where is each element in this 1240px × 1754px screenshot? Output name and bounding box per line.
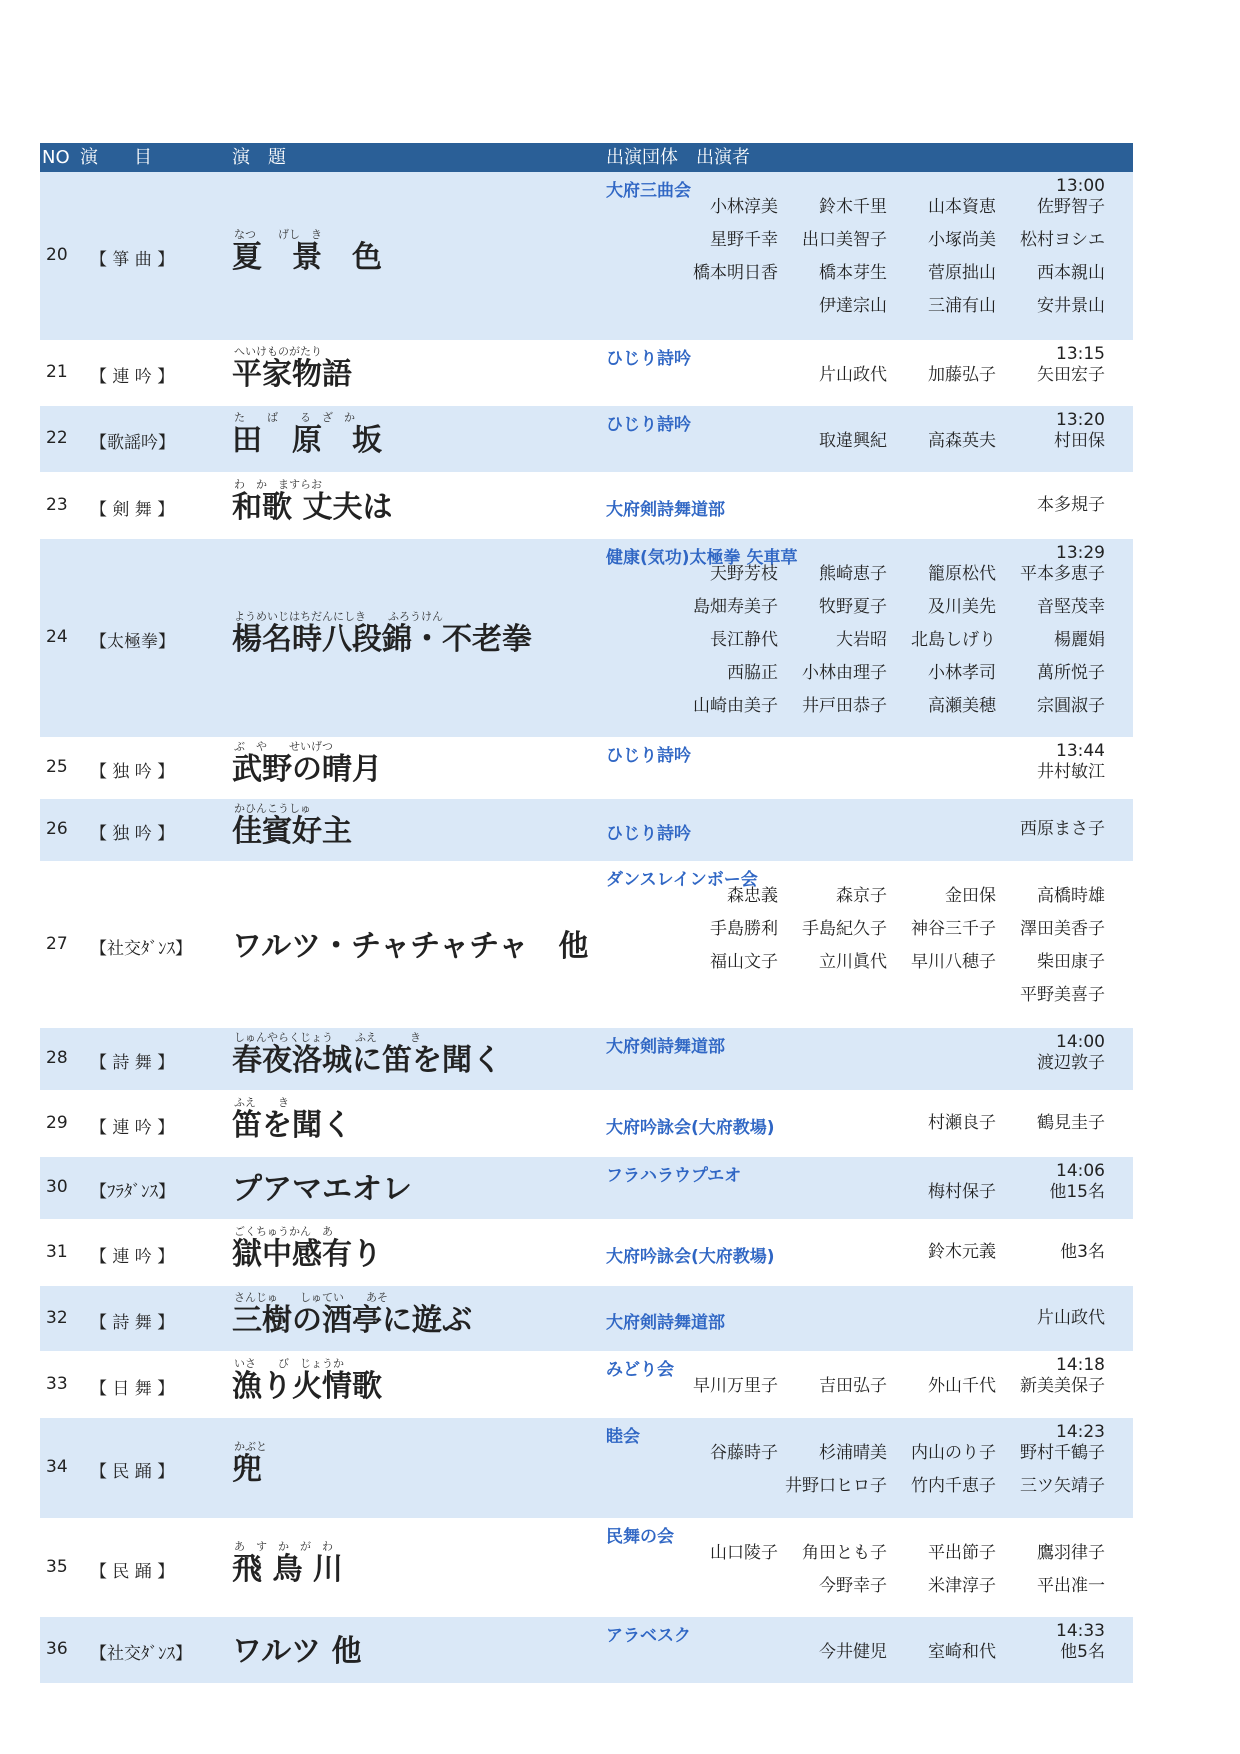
table-row xyxy=(40,472,1133,539)
row-genre: 【 民 踊 】 xyxy=(90,1462,175,1482)
table-row xyxy=(40,1157,1133,1219)
title-ruby: なつ げし き xyxy=(234,228,322,241)
performer-name xyxy=(669,813,778,846)
row-number: 25 xyxy=(46,757,68,777)
performer-name: 本多規子 xyxy=(1037,494,1105,515)
performer-name: 宗圓淑子 xyxy=(1037,696,1105,716)
performer-name xyxy=(669,979,778,1012)
performer-name: 柴田康子 xyxy=(1037,952,1105,972)
performer-name: 谷藤時子 xyxy=(710,1443,778,1463)
row-number: 31 xyxy=(46,1241,68,1262)
row-title: 飛 鳥 川 xyxy=(232,1551,343,1587)
performer-name xyxy=(887,813,996,846)
performer-list xyxy=(669,1537,1105,1603)
table-row xyxy=(40,799,1133,861)
performer-line xyxy=(669,880,1105,913)
performer-name: 平本多恵子 xyxy=(1020,564,1105,584)
row-number: 29 xyxy=(46,1112,68,1133)
row-genre: 【 独 吟 】 xyxy=(90,824,175,844)
performer-list xyxy=(669,425,1105,458)
performer-name: 早川八穂子 xyxy=(911,952,996,972)
performer-line xyxy=(669,1236,1105,1269)
performer-list xyxy=(669,1636,1105,1669)
performer-list xyxy=(669,1107,1105,1140)
table-row xyxy=(40,539,1133,737)
row-genre: 【太極拳】 xyxy=(90,632,175,652)
performer-name: 早川万里子 xyxy=(693,1376,778,1396)
row-number: 20 xyxy=(46,245,68,265)
title-ruby: しゅんやらくじょう ふえ き xyxy=(234,1031,421,1044)
performer-list xyxy=(669,191,1105,323)
row-time: 13:44 xyxy=(1056,741,1105,761)
performer-line xyxy=(669,624,1105,657)
performer-name xyxy=(669,1570,778,1603)
performer-list xyxy=(669,1370,1105,1403)
performer-name: 天野芳枝 xyxy=(710,564,778,584)
performer-name xyxy=(669,359,778,392)
performer-list xyxy=(669,813,1105,846)
performer-list xyxy=(669,359,1105,392)
performer-name: 森忠義 xyxy=(727,886,778,906)
table-row xyxy=(40,737,1133,799)
header-group: 出演団体 出演者 xyxy=(606,147,750,168)
performer-name: 平出准一 xyxy=(1037,1576,1105,1596)
performer-line xyxy=(669,1470,1105,1503)
performer-name: 澤田美香子 xyxy=(1020,919,1105,939)
performer-name: 熊崎恵子 xyxy=(819,564,887,584)
performer-name xyxy=(887,979,996,1012)
row-number: 21 xyxy=(46,362,68,382)
table-row xyxy=(40,1219,1133,1286)
row-number: 22 xyxy=(46,428,68,448)
row-genre: 【ﾌﾗﾀﾞﾝｽ】 xyxy=(90,1182,175,1202)
row-number: 30 xyxy=(46,1177,68,1197)
title-ruby: ようめいじはちだんにしき ふろうけん xyxy=(234,610,443,623)
row-group: アラベスク xyxy=(606,1626,691,1646)
performer-line xyxy=(669,1107,1105,1140)
performer-name: 北島しげり xyxy=(911,630,996,650)
title-ruby: ぶ や せいげつ xyxy=(234,740,333,753)
performer-name: 及川美先 xyxy=(928,597,996,617)
row-title: 楊名時八段錦・不老拳 xyxy=(232,622,532,657)
table-row xyxy=(40,1617,1133,1683)
performer-line xyxy=(669,425,1105,458)
performer-name: 金田保 xyxy=(945,886,996,906)
title-ruby: ふえ き xyxy=(234,1095,289,1109)
row-group: みどり会 xyxy=(606,1360,674,1380)
performer-name: 鷹羽律子 xyxy=(1037,1543,1105,1563)
performer-list xyxy=(669,1236,1105,1269)
performer-name: 外山千代 xyxy=(928,1376,996,1396)
row-title: ワルツ 他 xyxy=(232,1634,362,1669)
performer-name xyxy=(778,1302,887,1335)
performer-name: 今井健児 xyxy=(819,1642,887,1662)
title-ruby: た ば る ざ か xyxy=(234,411,355,424)
performer-name: 鈴木元義 xyxy=(928,1241,996,1262)
performer-name: 野村千鶴子 xyxy=(1020,1443,1105,1463)
row-title: ワルツ・チャチャチャ 他 xyxy=(232,928,589,964)
row-genre: 【 詩 舞 】 xyxy=(90,1312,175,1333)
performer-name: 井野口ヒロ子 xyxy=(785,1476,887,1496)
table-row xyxy=(40,1090,1133,1157)
performer-name: 新美美保子 xyxy=(1020,1376,1105,1396)
row-number: 32 xyxy=(46,1307,68,1328)
performer-name: 高森英夫 xyxy=(928,431,996,451)
table-row xyxy=(40,1518,1133,1617)
performer-name: 三ツ矢靖子 xyxy=(1020,1476,1105,1496)
row-group: 大府剣詩舞道部 xyxy=(606,1037,725,1057)
performer-name: 橋本芽生 xyxy=(819,263,887,283)
header-title: 演 題 xyxy=(232,147,286,168)
row-time: 13:00 xyxy=(1056,176,1105,196)
performer-name: 角田とも子 xyxy=(802,1543,887,1563)
performer-name xyxy=(669,756,778,789)
row-time: 14:06 xyxy=(1056,1161,1105,1181)
row-time: 13:15 xyxy=(1056,344,1105,364)
row-time: 14:33 xyxy=(1056,1621,1105,1641)
row-genre: 【 剣 舞 】 xyxy=(90,499,175,520)
performer-name: 他3名 xyxy=(1060,1241,1105,1262)
performer-name: 安井景山 xyxy=(1037,296,1105,316)
row-title: 三樹の酒亭に遊ぶ xyxy=(232,1302,472,1338)
performer-name xyxy=(669,489,778,522)
performer-name: 楊麗娟 xyxy=(1054,630,1105,650)
performer-name: 他15名 xyxy=(1049,1182,1105,1202)
performer-line xyxy=(669,913,1105,946)
row-group: 大府吟詠会(大府教場) xyxy=(606,1246,775,1267)
row-genre: 【 民 踊 】 xyxy=(90,1561,175,1582)
row-time: 13:20 xyxy=(1056,410,1105,430)
row-group: ひじり詩吟 xyxy=(606,746,691,766)
performer-line xyxy=(669,1570,1105,1603)
performer-name: 梅村保子 xyxy=(928,1182,996,1202)
performer-name: 手島勝利 xyxy=(710,919,778,939)
performer-name: 渡辺敦子 xyxy=(1037,1053,1105,1073)
row-title: 平家物語 xyxy=(232,357,352,392)
performer-line xyxy=(669,1636,1105,1669)
performer-name: 星野千幸 xyxy=(710,230,778,250)
row-title: プアマエオレ xyxy=(232,1172,412,1207)
performer-name: 小塚尚美 xyxy=(928,230,996,250)
performer-name xyxy=(778,1236,887,1269)
performer-name: 鶴見圭子 xyxy=(1037,1112,1105,1133)
performer-name: 西本親山 xyxy=(1037,263,1105,283)
performer-name: 島畑寿美子 xyxy=(693,597,778,617)
performer-name: 橋本明日香 xyxy=(693,263,778,283)
performer-name xyxy=(778,489,887,522)
performer-name: 山崎由美子 xyxy=(693,696,778,716)
performer-name xyxy=(669,1236,778,1269)
performer-name xyxy=(778,813,887,846)
performer-name: 山口陵子 xyxy=(710,1543,778,1563)
performer-name: 米津淳子 xyxy=(928,1576,996,1596)
performer-name: 片山政代 xyxy=(819,365,887,385)
performer-name xyxy=(887,489,996,522)
performer-name: 大岩昭 xyxy=(836,630,887,650)
table-row xyxy=(40,1418,1133,1518)
row-title: 武野の晴月 xyxy=(232,752,382,787)
row-title: 笛を聞く xyxy=(232,1107,352,1143)
performer-line xyxy=(669,191,1105,224)
performer-name: 立川眞代 xyxy=(819,952,887,972)
performer-name: 平出節子 xyxy=(928,1543,996,1563)
performer-name: 村田保 xyxy=(1054,431,1105,451)
title-ruby: あ す か が わ xyxy=(234,1539,333,1553)
row-number: 33 xyxy=(46,1373,68,1394)
row-group: 健康(気功)太極拳 矢車草 xyxy=(606,548,798,568)
performer-line xyxy=(669,657,1105,690)
performer-name: 山本資恵 xyxy=(928,197,996,217)
performer-name: 今野幸子 xyxy=(819,1576,887,1596)
row-number: 24 xyxy=(46,627,68,647)
performer-list xyxy=(669,1176,1105,1209)
table-row xyxy=(40,861,1133,1028)
performer-name: 高瀬美穂 xyxy=(928,696,996,716)
row-title: 春夜洛城に笛を聞く xyxy=(232,1043,502,1078)
performer-name xyxy=(669,1176,778,1209)
title-ruby: かひんこうしゅ xyxy=(234,802,311,815)
row-genre: 【 連 吟 】 xyxy=(90,1117,175,1138)
performer-line xyxy=(669,1437,1105,1470)
performer-name: 菅原拙山 xyxy=(928,263,996,283)
program-table xyxy=(40,143,1133,1683)
table-row xyxy=(40,1286,1133,1351)
title-ruby: へいけものがたり xyxy=(234,345,322,358)
row-genre: 【 連 吟 】 xyxy=(90,1246,175,1267)
performer-line xyxy=(669,1047,1105,1080)
performer-name: 萬所悦子 xyxy=(1037,663,1105,683)
performer-name: 杉浦晴美 xyxy=(819,1443,887,1463)
row-genre: 【社交ﾀﾞﾝｽ】 xyxy=(90,1644,192,1664)
table-row xyxy=(40,1351,1133,1418)
row-genre: 【 独 吟 】 xyxy=(90,762,175,782)
performer-name: 牧野夏子 xyxy=(819,597,887,617)
row-title: 兜 xyxy=(232,1452,262,1487)
performer-name: 取違興紀 xyxy=(819,431,887,451)
performer-line xyxy=(669,591,1105,624)
title-ruby: いさ び じょうか xyxy=(234,1356,344,1370)
header-genre: 演 目 xyxy=(80,147,152,168)
performer-name: 西脇正 xyxy=(727,663,778,683)
title-ruby: ごくちゅうかん あ xyxy=(234,1224,333,1238)
row-genre: 【 詩 舞 】 xyxy=(90,1053,175,1073)
row-group: 大府剣詩舞道部 xyxy=(606,1312,725,1333)
performer-name: 籠原松代 xyxy=(928,564,996,584)
row-group: ひじり詩吟 xyxy=(606,349,691,369)
row-group: ひじり詩吟 xyxy=(606,824,691,844)
performer-line xyxy=(669,558,1105,591)
performer-name: 井村敏江 xyxy=(1037,762,1105,782)
table-row xyxy=(40,406,1133,472)
performer-name: 小林淳美 xyxy=(710,197,778,217)
performer-name xyxy=(778,1107,887,1140)
row-time: 14:18 xyxy=(1056,1355,1105,1375)
performer-list xyxy=(669,1047,1105,1080)
performer-list xyxy=(669,489,1105,522)
title-ruby: わ か ますらお xyxy=(234,477,322,491)
row-group: ひじり詩吟 xyxy=(606,415,691,435)
performer-name: 手島紀久子 xyxy=(802,919,887,939)
performer-line xyxy=(669,813,1105,846)
row-group: 大府吟詠会(大府教場) xyxy=(606,1117,775,1138)
performer-name: 出口美智子 xyxy=(802,230,887,250)
performer-name: 小林孝司 xyxy=(928,663,996,683)
performer-name: 三浦有山 xyxy=(928,296,996,316)
performer-list xyxy=(669,880,1105,1012)
row-genre: 【 連 吟 】 xyxy=(90,367,175,387)
performer-name xyxy=(887,1302,996,1335)
performer-name: 内山のり子 xyxy=(911,1443,996,1463)
performer-name: 福山文子 xyxy=(710,952,778,972)
performer-line xyxy=(669,1537,1105,1570)
performer-name: 井戸田恭子 xyxy=(802,696,887,716)
program-rows xyxy=(40,172,1133,1683)
performer-name: 他5名 xyxy=(1060,1642,1105,1662)
title-ruby: さんじゅ しゅてい あそ xyxy=(234,1290,388,1304)
performer-name xyxy=(669,1636,778,1669)
performer-list xyxy=(669,756,1105,789)
performer-name: 小林由理子 xyxy=(802,663,887,683)
performer-name: 鈴木千里 xyxy=(819,197,887,217)
performer-name: 伊達宗山 xyxy=(819,296,887,316)
row-group: 大府剣詩舞道部 xyxy=(606,499,725,520)
performer-line xyxy=(669,1176,1105,1209)
row-group: 睦会 xyxy=(606,1427,640,1447)
performer-name: 長江静代 xyxy=(710,630,778,650)
performer-name: 竹内千恵子 xyxy=(911,1476,996,1496)
performer-line xyxy=(669,489,1105,522)
row-number: 26 xyxy=(46,819,68,839)
row-time: 13:29 xyxy=(1056,543,1105,563)
performer-name: 吉田弘子 xyxy=(819,1376,887,1396)
row-title: 和歌 丈夫は xyxy=(232,489,393,525)
row-title: 田 原 坂 xyxy=(232,423,382,458)
performer-name: 森京子 xyxy=(836,886,887,906)
table-row xyxy=(40,172,1133,340)
performer-name: 加藤弘子 xyxy=(928,365,996,385)
performer-line xyxy=(669,359,1105,392)
performer-line xyxy=(669,1370,1105,1403)
performer-line xyxy=(669,946,1105,979)
performer-name xyxy=(778,756,887,789)
performer-name xyxy=(669,425,778,458)
performer-name xyxy=(669,1107,778,1140)
performer-list xyxy=(669,1302,1105,1335)
performer-name: 矢田宏子 xyxy=(1037,365,1105,385)
row-time: 14:23 xyxy=(1056,1422,1105,1442)
performer-line xyxy=(669,1302,1105,1335)
title-ruby: かぶと xyxy=(234,1440,267,1453)
performer-name xyxy=(887,1047,996,1080)
performer-list xyxy=(669,1437,1105,1503)
performer-name: 佐野智子 xyxy=(1037,197,1105,217)
row-title: 漁り火情歌 xyxy=(232,1368,382,1404)
row-number: 34 xyxy=(46,1457,68,1477)
row-number: 28 xyxy=(46,1048,68,1068)
performer-line xyxy=(669,290,1105,323)
performer-name xyxy=(669,1470,778,1503)
performer-line xyxy=(669,224,1105,257)
row-group: 民舞の会 xyxy=(606,1527,674,1547)
performer-name xyxy=(669,290,778,323)
row-number: 23 xyxy=(46,494,68,515)
row-number: 36 xyxy=(46,1639,68,1659)
row-number: 27 xyxy=(46,933,68,954)
table-row xyxy=(40,340,1133,406)
row-group: ダンスレインボー会 xyxy=(606,870,758,890)
row-group: 大府三曲会 xyxy=(606,181,691,201)
performer-name: 神谷三千子 xyxy=(911,919,996,939)
performer-name: 西原まさ子 xyxy=(1020,819,1105,839)
performer-name xyxy=(887,756,996,789)
performer-line xyxy=(669,756,1105,789)
row-title: 佳賓好主 xyxy=(232,814,352,849)
row-genre: 【社交ﾀﾞﾝｽ】 xyxy=(90,938,192,959)
row-title: 夏 景 色 xyxy=(232,240,382,275)
performer-name: 音堅茂幸 xyxy=(1037,597,1105,617)
row-genre: 【 日 舞 】 xyxy=(90,1378,175,1399)
performer-name: 室崎和代 xyxy=(928,1642,996,1662)
performer-name: 片山政代 xyxy=(1037,1307,1105,1328)
performer-name: 高橋時雄 xyxy=(1037,886,1105,906)
performer-name xyxy=(778,1176,887,1209)
performer-line xyxy=(669,690,1105,723)
performer-line xyxy=(669,979,1105,1012)
row-group: フラハラウプエオ xyxy=(606,1166,742,1186)
row-genre: 【歌謡吟】 xyxy=(90,433,175,453)
performer-line xyxy=(669,257,1105,290)
performer-name xyxy=(669,1302,778,1335)
performer-name: 村瀬良子 xyxy=(928,1112,996,1133)
table-header xyxy=(40,143,1133,172)
performer-name: 松村ヨシエ xyxy=(1020,230,1105,250)
row-number: 35 xyxy=(46,1556,68,1577)
performer-name xyxy=(778,1047,887,1080)
performer-name xyxy=(669,1047,778,1080)
performer-list xyxy=(669,558,1105,723)
header-no: NO xyxy=(42,147,70,168)
performer-name xyxy=(778,979,887,1012)
table-row xyxy=(40,1028,1133,1090)
row-title: 獄中感有り xyxy=(232,1236,382,1272)
row-genre: 【 箏 曲 】 xyxy=(90,250,175,270)
performer-name: 平野美喜子 xyxy=(1020,985,1105,1005)
row-time: 14:00 xyxy=(1056,1032,1105,1052)
